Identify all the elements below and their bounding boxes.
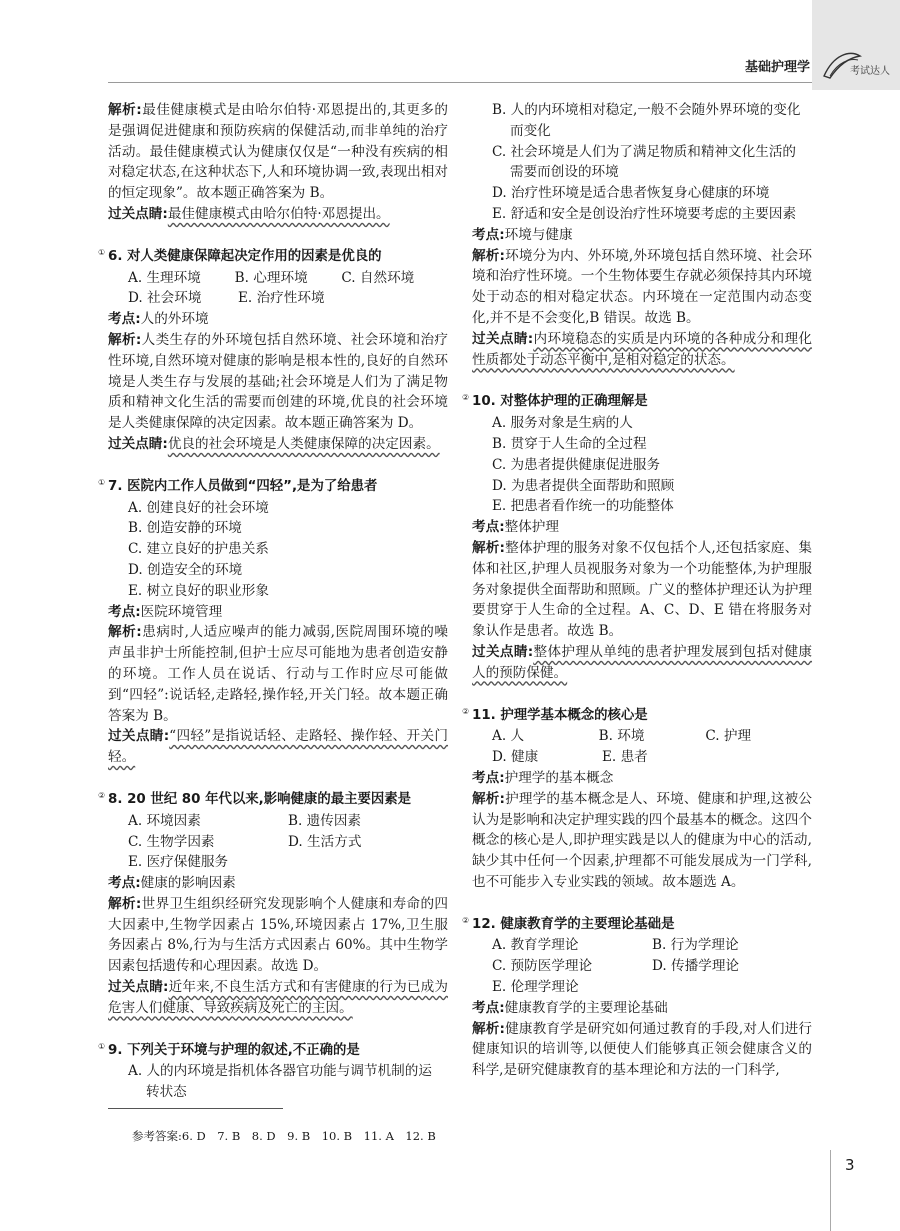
options-row (108, 811, 448, 832)
question-7: ① 7. 医院内工作人员做到“四轻”,是为了给患者 A. 创建良好的社会环境 B. 创造安静的环境 C. 建立良好的护患关系 D. 创造安全的环境 E. 树立良好的职业形象 考点:医院环境管理 解析:患病时,人适应噪声的能力减弱,医院周围环境的噪声虽非护士所能控制,但护士应尽可能地为患者创造安静的环境。工作人员在说话、行动与工作时应尽可能做到“四轻”:说话轻,走路轻,操作轻,开关门轻。故本题正确答案为 B。 过关点睛:“四轻”是指说话轻、走路轻、操作轻、开关门轻。 (108, 477, 448, 768)
question-mark: ① (98, 477, 106, 487)
option: C. 生物学因素 (128, 833, 215, 850)
option: A. 教育学理论 (492, 937, 579, 954)
option: A. 生理环境 (128, 269, 201, 286)
option: D. 生活方式 (288, 833, 362, 850)
point: 环境与健康 (504, 226, 573, 243)
option: A. 创建良好的社会环境 (128, 499, 269, 516)
option: B. 环境 (598, 728, 645, 745)
page-number: 3 (845, 1156, 855, 1174)
question-title: 12. 健康教育学的主要理论基础是 (472, 916, 675, 932)
analysis: 患病时,人适应噪声的能力减弱,医院周围环境的噪声虽非护士所能控制,但护士应尽可能地为患者创造安静的环境。工作人员在说话、行动与工作时应尽可能做到“四轻”:说话轻,走路轻,操作轻,开关门轻。故本题正确答案为 B。 (108, 624, 449, 724)
analysis: 护理学的基本概念是人、环境、健康和护理,这被公认为是影响和决定护理实践的四个最基本的概念。这四个概念的核心是人,即护理实践是以人的健康为中心的活动,缺少其中任何一个因素,护理都不可能发展成为一门学科,也不可能步入专业实践的领域。故本题选 A。 (472, 790, 813, 890)
point: 健康的影响因素 (140, 875, 236, 892)
footnote-rule (108, 1108, 283, 1109)
option: C. 为患者提供健康促进服务 (492, 456, 661, 473)
tip-label: 过关点睛 (472, 643, 528, 660)
option: B. 人的内环境相对稳定,一般不会随外界环境的变化 (492, 102, 801, 118)
logo-leaf-icon (820, 46, 892, 80)
option: A. 服务对象是生病的人 (492, 415, 633, 432)
option: D. 创造安全的环境 (128, 561, 243, 578)
analysis-label: 解析 (472, 790, 500, 807)
point-label: 考点 (472, 226, 500, 243)
option: D. 为患者提供全面帮助和照顾 (492, 477, 675, 494)
question-title: 6. 对人类健康保障起决定作用的因素是优良的 (108, 248, 382, 264)
question-9-end: B. 人的内环境相对稳定,一般不会随外界环境的变化 而变化 C. 社会环境是人们为了满足物质和精神文化生活的 需要而创设的环境 D. 治疗性环境是适合患者恢复身心健康的环境 E. 舒适和安全是创设治疗性环境要考虑的主要因素 考点:环境与健康 解析:环境分为内、外环境,外环境包括自然环境、社会环境和治疗性环境。一个生物体要生存就必须保持其内环境处于动态的相对稳定状态。内环境在一定范围内动态变化,并不是不会变化,B 错误。故选 B。 过关点睛:内环境稳态的实质是内环境的各种成分和理化性质都处于动态平衡中,是相对稳定的状态。 (472, 102, 813, 368)
point: 护理学的基本概念 (504, 769, 614, 786)
options-row (108, 288, 448, 309)
question-mark: ② (462, 393, 470, 403)
option: E. 舒适和安全是创设治疗性环境要考虑的主要因素 (492, 205, 797, 222)
option: B. 贯穿于人生命的全过程 (492, 435, 647, 452)
analysis-label: 解析 (472, 1020, 500, 1037)
options-row (108, 268, 448, 289)
analysis: 环境分为内、外环境,外环境包括自然环境、社会环境和治疗性环境。一个生物体要生存就必须保持其内环境处于动态的相对稳定状态。内环境在一定范围内动态变化,并不是不会变化,B 错误。故选 B。 (472, 247, 813, 326)
analysis-label: 解析 (108, 331, 136, 348)
question-mark: ① (98, 247, 106, 257)
analysis: 整体护理的服务对象不仅包括个人,还包括家庭、集体和社区,护理人员视服务对象为一个功能整体,为护理服务对象提供全面帮助和照顾。广义的整体护理还认为护理要贯穿于人生命的全过程。A、C、D、E 错在将服务对象认作是患者。故选 B。 (472, 539, 813, 640)
q5-tail: 解析:最佳健康模式是由哈尔伯特·邓恩提出的,其更多的是强调促进健康和预防疾病的保健活动,而非单纯的治疗活动。最佳健康模式认为健康仅仅是“一种没有疾病的相对稳定状态,在这种状态下,人和环境协调一致,表现出相对的恒定现象”。故本题正确答案为 B。 过关点睛:最佳健康模式由哈尔伯特·邓恩提出。 (108, 102, 449, 222)
point-label: 考点 (108, 875, 136, 892)
option: D. 传播学理论 (652, 958, 740, 975)
point: 人的外环境 (140, 311, 209, 328)
analysis: 人类生存的外环境包括自然环境、社会环境和治疗性环境,自然环境对健康的影响是根本性的,良好的自然环境是人类生存与发展的基础;社会环境是人们为了满足物质和精神文化生活的需要而创建的环境,优良的社会环境是人类健康保障的决定因素。故本题正确答案为 D。 (108, 331, 449, 432)
options-row (472, 935, 812, 956)
options-row (472, 956, 812, 977)
question-title: 11. 护理学基本概念的核心是 (472, 707, 648, 723)
analysis-label: 解析 (108, 895, 136, 912)
question-12: ② 12. 健康教育学的主要理论基础是 A. 教育学理论 B. 行为学理论 C. 预防医学理论 D. 传播学理论 E. 伦理学理论 考点:健康教育学的主要理论基础 解析:健康教育学是研究如何通过教育的手段,对人们进行健康知识的培训等,以便使人们能够真正领会健康含义的科学,是研究健康教育的基本理论和方法的一门科学, (472, 915, 812, 1081)
analysis-label: 解析 (472, 247, 500, 264)
tip-label: 过关点睛 (108, 435, 163, 452)
tip: “四轻”是指说话轻、走路轻、操作轻、开关门轻。 (108, 728, 449, 766)
option: E. 治疗性环境 (238, 290, 325, 307)
question-9-start (98, 1041, 448, 1103)
tip-label: 过关点睛 (108, 979, 164, 996)
question-8: ② 8. 20 世纪 80 年代以来,影响健康的最主要因素是 A. 环境因素 B. 遗传因素 C. 生物学因素 D. 生活方式 E. 医疗保健服务 考点:健康的影响因素 解析:世界卫生组织经研究发现影响个人健康和寿命的四大因素中,生物学因素占 15%,环境因素占 17%,卫生服务因素占 8%,行为与生活方式因素占 60%。其中生物学因素包括遗传和心理因素。故选 D。 过关点睛:近年来,不良生活方式和有害健康的行为已成为危害人们健康、导致疾病及死亡的主因。 (108, 790, 448, 1019)
option: B. 心理环境 (234, 269, 308, 286)
question-title: 8. 20 世纪 80 年代以来,影响健康的最主要因素是 (108, 791, 412, 807)
analysis: 健康教育学是研究如何通过教育的手段,对人们进行健康知识的培训等,以便使人们能够真正领会健康含义的科学,是研究健康教育的基本理论和方法的一门科学, (472, 1020, 813, 1079)
question-mark: ② (462, 706, 470, 716)
logo-text: 考试达人 (850, 66, 890, 77)
option: E. 患者 (602, 749, 648, 766)
question-title: 10. 对整体护理的正确理解是 (472, 394, 648, 410)
question-title: 9. 下列关于环境与护理的叙述,不正确的是 (108, 1042, 360, 1058)
option: E. 医疗保健服务 (128, 854, 229, 871)
option: E. 伦理学理论 (492, 979, 579, 996)
page-number-rule (830, 1150, 831, 1231)
option: C. 社会环境是人们为了满足物质和精神文化生活的 (492, 143, 797, 160)
point: 医院环境管理 (140, 603, 223, 620)
analysis-label: 解析 (108, 624, 137, 641)
option: A. 人 (492, 728, 525, 745)
tip: 近年来,不良生活方式和有害健康的行为已成为危害人们健康、导致疾病及死亡的主因。 (108, 979, 448, 1016)
question-6: ① 6. 对人类健康保障起决定作用的因素是优良的 A. 生理环境 B. 心理环境 C. 自然环境 D. 社会环境 E. 治疗性环境 考点:人的外环境 解析:人类生存的外环境包括自然环境、社会环境和治疗性环境,自然环境对健康的影响是根本性的,良好的自然环境是人类生存与发展的基础;社会环境是人们为了满足物质和精神文化生活的需要而创建的环境,优良的社会环境是人类健康保障的决定因素。故本题正确答案为 D。 过关点睛:优良的社会环境是人类健康保障的决定因素。 (108, 247, 448, 455)
question-mark: ② (98, 790, 106, 800)
analysis-label: 解析 (108, 102, 137, 118)
option: E. 把患者看作统一的功能整体 (492, 498, 674, 515)
options-row (108, 832, 448, 853)
tip-label: 过关点睛 (108, 205, 163, 222)
option: C. 建立良好的护患关系 (128, 541, 269, 558)
options-row (472, 747, 812, 768)
question-11: ② 11. 护理学基本概念的核心是 A. 人 B. 环境 C. 护理 D. 健康 E. 患者 考点:护理学的基本概念 解析:护理学的基本概念是人、环境、健康和护理,这被公认为是影响和决定护理实践的四个最基本的概念。这四个概念的核心是人,即护理实践是以人的健康为中心的活动,缺少其中任何一个因素,护理都不可能发展成为一门学科,也不可能步入专业实践的领域。故本题选 A。 (472, 706, 812, 893)
tip: 内环境稳态的实质是内环境的各种成分和理化性质都处于动态平衡中,是相对稳定的状态。 (472, 330, 813, 368)
q5-tip: 最佳健康模式由哈尔伯特·邓恩提出。 (167, 205, 390, 222)
option: C. 护理 (705, 728, 752, 745)
point: 健康教育学的主要理论基础 (504, 999, 668, 1016)
option: B. 遗传因素 (288, 812, 362, 829)
options-row (472, 726, 812, 747)
q5-analysis: 最佳健康模式是由哈尔伯特·邓恩提出的,其更多的是强调促进健康和预防疾病的保健活动,而非单纯的治疗活动。最佳健康模式认为健康仅仅是“一种没有疾病的相对稳定状态,在这种状态下,人和环境协调一致,表现出相对的恒定现象”。故本题正确答案为 B。 (108, 102, 449, 202)
right-column (462, 100, 813, 1103)
point-label: 考点 (472, 519, 500, 536)
reference-answers: 参考答案:6. D 7. B 8. D 9. B 10. B 11. A 12. B (132, 1129, 436, 1143)
question-mark: ② (462, 915, 470, 925)
question-mark: ① (98, 1041, 106, 1051)
point-label: 考点 (472, 769, 500, 786)
option: E. 树立良好的职业形象 (128, 582, 269, 599)
option: D. 治疗性环境是适合患者恢复身心健康的环境 (492, 185, 770, 202)
option-continued: 需要而创设的环境 (510, 164, 619, 181)
tip: 优良的社会环境是人类健康保障的决定因素。 (167, 435, 440, 452)
option-continued: 而变化 (510, 122, 551, 139)
tip-label: 过关点睛 (108, 728, 164, 745)
question-10: ② 10. 对整体护理的正确理解是 A. 服务对象是生病的人 B. 贯穿于人生命的全过程 C. 为患者提供健康促进服务 D. 为患者提供全面帮助和照顾 E. 把患者看作统一的功能整体 考点:整体护理 解析:整体护理的服务对象不仅包括个人,还包括家庭、集体和社区,护理人员视服务对象为一个功能整体,为护理服务对象提供全面帮助和照顾。广义的整体护理还认为护理要贯穿于人生命的全过程。A、C、D、E 错在将服务对象认作是患者。故选 B。 过关点睛:整体护理从单纯的患者护理发展到包括对健康人的预防保健。 (472, 392, 812, 683)
point-label: 考点 (108, 311, 136, 328)
header-rule (108, 82, 812, 83)
header-title: 基础护理学 (745, 60, 811, 75)
option: A. 人的内环境是指机体各器官功能与调节机制的运 (128, 1063, 432, 1080)
option: C. 预防医学理论 (492, 958, 593, 975)
option: D. 健康 (492, 749, 539, 766)
left-column (98, 100, 449, 1125)
tip-label: 过关点睛 (472, 330, 528, 347)
option: B. 行为学理论 (652, 937, 739, 954)
point: 整体护理 (504, 519, 559, 536)
point-label: 考点 (108, 603, 136, 620)
option: C. 自然环境 (341, 269, 415, 286)
option: A. 环境因素 (128, 812, 201, 829)
point-label: 考点 (472, 999, 500, 1016)
tip: 整体护理从单纯的患者护理发展到包括对健康人的预防保健。 (472, 643, 813, 681)
option: B. 创造安静的环境 (128, 520, 242, 537)
option-continued: 转状态 (146, 1084, 187, 1101)
option: D. 社会环境 (128, 290, 202, 307)
question-title: 7. 医院内工作人员做到“四轻”,是为了给患者 (108, 478, 378, 494)
analysis: 世界卫生组织经研究发现影响个人健康和寿命的四大因素中,生物学因素占 15%,环境因素占 17%,卫生服务因素占 8%,行为与生活方式因素占 60%。其中生物学因素包括遗传和心理因素。故选 D。 (108, 895, 449, 975)
analysis-label: 解析 (472, 539, 500, 556)
